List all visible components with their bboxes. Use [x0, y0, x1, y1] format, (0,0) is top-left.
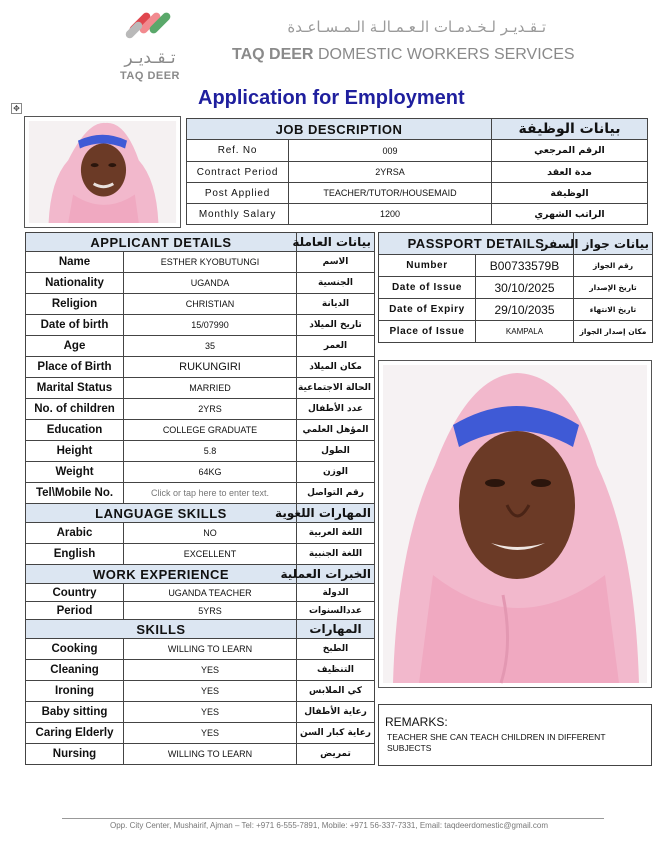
- brand-english: [232, 46, 575, 64]
- ironing-label-arabic: كي الملابس: [297, 681, 375, 702]
- experience-header: WORK EXPERIENCE: [26, 565, 297, 584]
- table-row: [187, 140, 648, 162]
- table-row: [26, 315, 375, 336]
- remarks-title: REMARKS:: [385, 715, 448, 729]
- job-header: JOB DESCRIPTION: [187, 119, 492, 140]
- english-value[interactable]: EXCELLENT: [124, 544, 297, 565]
- dob-value[interactable]: 15/07990: [124, 315, 297, 336]
- contract-period-label-arabic: مدة العقد: [492, 162, 648, 183]
- language-header-arabic: المهارات اللغوية: [297, 504, 375, 523]
- religion-label: Religion: [26, 294, 124, 315]
- table-row: [26, 252, 375, 273]
- english-label-arabic: اللغة الجنبية: [297, 544, 375, 565]
- nationality-value[interactable]: UGANDA: [124, 273, 297, 294]
- table-row: [379, 321, 653, 343]
- table-row: [26, 723, 375, 744]
- move-handle-icon[interactable]: ✥: [11, 103, 22, 114]
- passport-number-label-arabic: رقم الجواز: [574, 255, 653, 277]
- nursing-label: Nursing: [26, 744, 124, 765]
- date-of-expiry-label-arabic: تاريخ الانتهاء: [574, 299, 653, 321]
- cooking-label-arabic: الطبخ: [297, 639, 375, 660]
- marital-status-label: Marital Status: [26, 378, 124, 399]
- age-label-arabic: العمر: [297, 336, 375, 357]
- place-of-birth-label: Place of Birth: [26, 357, 124, 378]
- brand-english-rest: DOMESTIC WORKERS SERVICES: [317, 46, 575, 63]
- place-of-birth-value[interactable]: RUKUNGIRI: [124, 357, 297, 378]
- country-label-arabic: الدولة: [297, 584, 375, 602]
- table-row: [379, 299, 653, 321]
- children-label-arabic: عدد الأطفال: [297, 399, 375, 420]
- caring-elderly-value[interactable]: YES: [124, 723, 297, 744]
- date-of-issue-label: Date of Issue: [379, 277, 476, 299]
- weight-label-arabic: الوزن: [297, 462, 375, 483]
- table-row: [187, 183, 648, 204]
- monthly-salary-label: Monthly Salary: [187, 204, 289, 225]
- experience-header-arabic: الخبرات العملية: [297, 565, 375, 584]
- nursing-value[interactable]: WILLING TO LEARN: [124, 744, 297, 765]
- date-of-expiry-label: Date of Expiry: [379, 299, 476, 321]
- table-row: [26, 399, 375, 420]
- applicant-photo-large: [378, 360, 652, 688]
- place-of-issue-label-arabic: مكان إصدار الجواز: [574, 321, 653, 343]
- height-value[interactable]: 5.8: [124, 441, 297, 462]
- nationality-label: Nationality: [26, 273, 124, 294]
- table-row: [379, 277, 653, 299]
- passport-details-table: [378, 232, 653, 343]
- religion-label-arabic: الديانة: [297, 294, 375, 315]
- education-value[interactable]: COLLEGE GRADUATE: [124, 420, 297, 441]
- date-of-issue-label-arabic: تاريخ الإصدار: [574, 277, 653, 299]
- monthly-salary-label-arabic: الراتب الشهري: [492, 204, 648, 225]
- weight-value[interactable]: 64KG: [124, 462, 297, 483]
- brand-english-bold: TAQ DEER: [232, 46, 314, 63]
- baby-sitting-label: Baby sitting: [26, 702, 124, 723]
- passport-number-value[interactable]: B00733579B: [476, 255, 574, 277]
- monthly-salary-value[interactable]: 1200: [289, 204, 492, 225]
- dob-label: Date of birth: [26, 315, 124, 336]
- post-applied-label: Post Applied: [187, 183, 289, 204]
- arabic-label-arabic: اللغة العربية: [297, 523, 375, 544]
- applicant-header: APPLICANT DETAILS: [26, 233, 297, 252]
- table-row: [187, 162, 648, 183]
- cooking-label: Cooking: [26, 639, 124, 660]
- post-applied-value[interactable]: TEACHER/TUTOR/HOUSEMAID: [289, 183, 492, 204]
- table-row: [26, 702, 375, 723]
- table-row: [26, 420, 375, 441]
- cleaning-label-arabic: التنظيف: [297, 660, 375, 681]
- ironing-value[interactable]: YES: [124, 681, 297, 702]
- taqdeer-logo-icon: [116, 8, 184, 48]
- language-header: LANGUAGE SKILLS: [26, 504, 297, 523]
- height-label: Height: [26, 441, 124, 462]
- children-value[interactable]: 2YRS: [124, 399, 297, 420]
- table-row: [26, 681, 375, 702]
- weight-label: Weight: [26, 462, 124, 483]
- english-label: English: [26, 544, 124, 565]
- dob-label-arabic: تاريخ الميلاد: [297, 315, 375, 336]
- name-label-arabic: الاسم: [297, 252, 375, 273]
- table-row: [26, 441, 375, 462]
- remarks-text: TEACHER SHE CAN TEACH CHILDREN IN DIFFERENT SUBJECTS: [387, 732, 606, 753]
- job-header-arabic: بيانات الوظيفة: [492, 119, 648, 140]
- nationality-label-arabic: الجنسية: [297, 273, 375, 294]
- arabic-label: Arabic: [26, 523, 124, 544]
- footer-contact: Opp. City Center, Mushairif, Ajman – Tel: +971 6-555-7891, Mobile: +971 56-337-7331, Email: taqdeerdomestic@gmail.com: [110, 821, 548, 830]
- height-label-arabic: الطول: [297, 441, 375, 462]
- name-label: Name: [26, 252, 124, 273]
- caring-elderly-label: Caring Elderly: [26, 723, 124, 744]
- contract-period-value[interactable]: 2YRSA: [289, 162, 492, 183]
- table-row: [26, 294, 375, 315]
- place-of-birth-label-arabic: مكان الميلاد: [297, 357, 375, 378]
- education-label-arabic: المؤهل العلمي: [297, 420, 375, 441]
- cleaning-value[interactable]: YES: [124, 660, 297, 681]
- post-applied-label-arabic: الوظيفة: [492, 183, 648, 204]
- period-value[interactable]: 5YRS: [124, 602, 297, 620]
- baby-sitting-value[interactable]: YES: [124, 702, 297, 723]
- table-row: [26, 639, 375, 660]
- caring-elderly-label-arabic: رعاية كبار السن: [297, 723, 375, 744]
- remarks-box[interactable]: [378, 704, 652, 766]
- ref-no-label-arabic: الرقم المرجعي: [492, 140, 648, 162]
- table-row: [26, 336, 375, 357]
- company-logo: [110, 8, 190, 82]
- applicant-details-table: [25, 232, 375, 765]
- children-label: No. of children: [26, 399, 124, 420]
- country-label: Country: [26, 584, 124, 602]
- applicant-header-arabic: بيانات العاملة: [297, 233, 375, 252]
- religion-value[interactable]: CHRISTIAN: [124, 294, 297, 315]
- passport-number-label: Number: [379, 255, 476, 277]
- age-label: Age: [26, 336, 124, 357]
- table-row: [26, 462, 375, 483]
- table-row: [379, 255, 653, 277]
- ref-no-label: Ref. No: [187, 140, 289, 162]
- marital-status-label-arabic: الحالة الاجتماعية: [297, 378, 375, 399]
- tel-input[interactable]: Click or tap here to enter text.: [124, 483, 297, 504]
- ref-no-value[interactable]: 009: [289, 140, 492, 162]
- cooking-value[interactable]: WILLING TO LEARN: [124, 639, 297, 660]
- education-label: Education: [26, 420, 124, 441]
- footer-divider: [62, 818, 604, 819]
- table-row: [26, 357, 375, 378]
- period-label-arabic: عددالسنوات: [297, 602, 375, 620]
- nursing-label-arabic: تمريض: [297, 744, 375, 765]
- tel-label: Tel\Mobile No.: [26, 483, 124, 504]
- table-row: [26, 523, 375, 544]
- table-row: [26, 273, 375, 294]
- baby-sitting-label-arabic: رعاية الأطفال: [297, 702, 375, 723]
- skills-header: SKILLS: [26, 620, 297, 639]
- table-row: [26, 544, 375, 565]
- skills-header-arabic: المهارات: [297, 620, 375, 639]
- table-row: [187, 204, 648, 225]
- table-row: [26, 744, 375, 765]
- date-of-issue-value[interactable]: 30/10/2025: [476, 277, 574, 299]
- passport-header: PASSPORT DETAILS: [379, 233, 574, 255]
- logo-english-text: TAQ DEER: [119, 70, 181, 82]
- cleaning-label: Cleaning: [26, 660, 124, 681]
- page-title: Application for Employment: [198, 87, 465, 109]
- contract-period-label: Contract Period: [187, 162, 289, 183]
- job-description-table: [186, 118, 648, 225]
- tel-label-arabic: رقم التواصل: [297, 483, 375, 504]
- brand-arabic: تـقـديـر لـخـدمـات الـعـمـالـة الـمـسـاعـدة: [287, 18, 546, 36]
- country-value[interactable]: UGANDA TEACHER: [124, 584, 297, 602]
- arabic-value[interactable]: NO: [124, 523, 297, 544]
- table-row: [26, 483, 375, 504]
- marital-status-value[interactable]: MARRIED: [124, 378, 297, 399]
- name-value[interactable]: ESTHER KYOBUTUNGI: [124, 252, 297, 273]
- date-of-expiry-value[interactable]: 29/10/2035: [476, 299, 574, 321]
- passport-header-arabic: بيانات جواز السفر: [574, 233, 653, 255]
- period-label: Period: [26, 602, 124, 620]
- table-row: [26, 602, 375, 620]
- place-of-issue-label: Place of Issue: [379, 321, 476, 343]
- table-row: [26, 660, 375, 681]
- table-row: [26, 378, 375, 399]
- table-row: [26, 584, 375, 602]
- age-value[interactable]: 35: [124, 336, 297, 357]
- logo-arabic-text: تـقـديـر: [124, 48, 176, 68]
- place-of-issue-value[interactable]: KAMPALA: [476, 321, 574, 343]
- ironing-label: Ironing: [26, 681, 124, 702]
- applicant-photo-small: [24, 116, 181, 228]
